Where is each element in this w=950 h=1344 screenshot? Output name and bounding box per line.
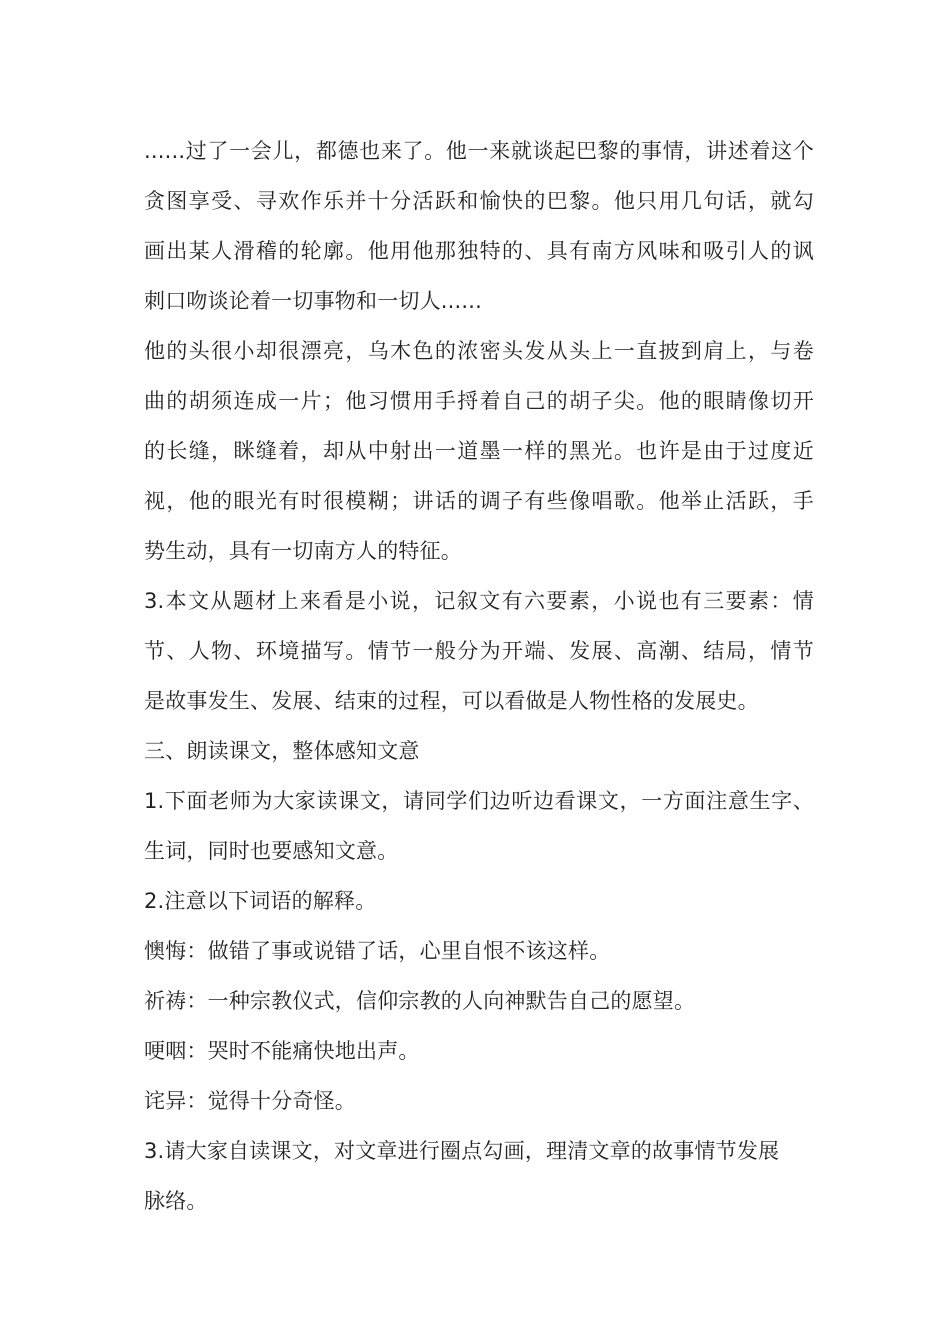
text-line: 他的头很小却很漂亮，乌木色的浓密头发从头上一直披到肩上，与卷: [144, 339, 814, 363]
text-line: 曲的胡须连成一片；他习惯用手捋着自己的胡子尖。他的眼睛像切开: [144, 389, 814, 413]
text-line: 刺口吻谈论着一切事物和一切人......: [144, 289, 483, 313]
text-line: 势生动，具有一切南方人的特征。: [144, 539, 462, 563]
document-page: [144, 126, 814, 1226]
vocabulary-entry: 懊悔：做错了事或说错了话，心里自恨不该这样。: [144, 939, 611, 963]
text-line: 3.请大家自读课文，对文章进行圈点勾画，理清文章的故事情节发展: [144, 1139, 780, 1163]
text-line: 1.下面老师为大家读课文，请同学们边听边看课文，一方面注意生字、: [144, 789, 814, 813]
vocabulary-entry: 哽咽：哭时不能痛快地出声。: [144, 1039, 420, 1063]
text-line: 贪图享受、寻欢作乐并十分活跃和愉快的巴黎。他只用几句话，就勾: [144, 189, 814, 213]
text-line: 脉络。: [144, 1189, 208, 1213]
text-line: ......过了一会儿，都德也来了。他一来就谈起巴黎的事情，讲述着这个: [144, 139, 814, 163]
section-heading: 三、朗读课文，整体感知文意: [144, 739, 420, 763]
text-line: 是故事发生、发展、结束的过程，可以看做是人物性格的发展史。: [144, 689, 759, 713]
text-line: 视，他的眼光有时很模糊；讲话的调子有些像唱歌。他举止活跃，手: [144, 489, 814, 513]
text-line: 2.注意以下词语的解释。: [144, 889, 377, 913]
text-line: 3.本文从题材上来看是小说，记叙文有六要素，小说也有三要素：情: [144, 589, 814, 613]
text-line: 生词，同时也要感知文意。: [144, 839, 399, 863]
vocabulary-entry: 祈祷：一种宗教仪式，信仰宗教的人向神默告自己的愿望。: [144, 989, 696, 1013]
text-line: 画出某人滑稽的轮廓。他用他那独特的、具有南方风味和吸引人的讽: [144, 239, 814, 263]
text-line: 节、人物、环境描写。情节一般分为开端、发展、高潮、结局，情节: [144, 639, 814, 663]
vocabulary-entry: 诧异：觉得十分奇怪。: [144, 1089, 356, 1113]
text-line: 的长缝，眯缝着，却从中射出一道墨一样的黑光。也许是由于过度近: [144, 439, 814, 463]
